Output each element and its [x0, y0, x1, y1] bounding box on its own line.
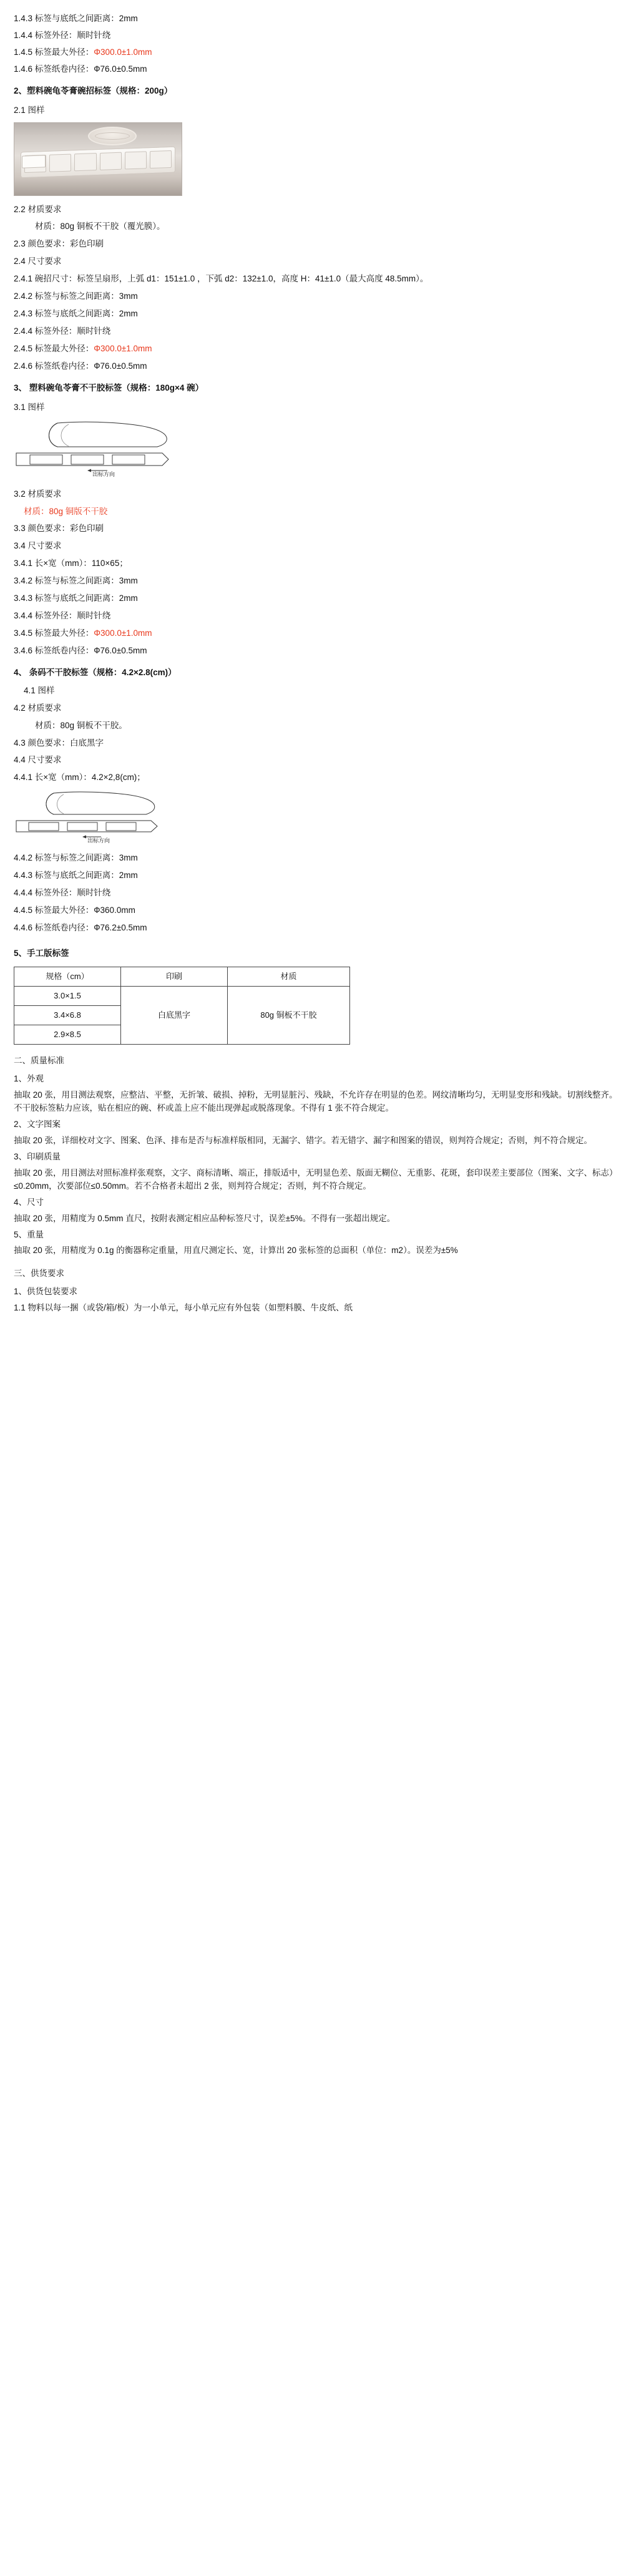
- clause-4-4-2: 4.4.2 标签与标签之间距离：3mm: [14, 853, 138, 863]
- supply-body-1: 1.1 物料以每一捆（或袋/箱/板）为一小单元，每小单元应有外包装（如塑料膜、牛皮纸、纸: [14, 1303, 353, 1313]
- section-4-title: 4、 条码不干胶标签（规格：4.2×2.8(cm)）: [14, 667, 177, 677]
- section-4-size-label: 4.4 尺寸要求: [14, 755, 62, 765]
- manual-label-table: [14, 967, 350, 1045]
- clause-3-4-1: 3.4.1 长×宽（mm）：110×65；: [14, 559, 128, 568]
- clause-1-4-5-label: 1.4.5 标签最大外径：: [14, 47, 94, 57]
- supply-head-1: 1、供货包装要求: [14, 1287, 78, 1297]
- quality-body-4: 抽取 20 张，用精度为 0.5mm 直尺，按附表测定相应品种标签尺寸，误差±5%。不得有一张超出规定。: [14, 1213, 396, 1223]
- diagram-arrow-label: 出标方向: [92, 471, 115, 477]
- clause-1-4-5: [14, 46, 625, 59]
- quality-head-5: 5、重量: [14, 1229, 44, 1239]
- clause-3-4-5-label: 3.4.5 标签最大外径：: [14, 628, 94, 638]
- clause-3-4-5-value: Φ300.0±1.0mm: [94, 628, 152, 638]
- section-2-material-text: 材质：80g 铜板不干胶（覆光膜）。: [35, 222, 165, 232]
- clause-4-4-1: 4.4.1 长×宽（mm）：4.2×2,8(cm)；: [14, 773, 145, 783]
- clause-2-4-5: [14, 343, 625, 356]
- clause-1-4-6: 1.4.6 标签纸卷内径：Ф76.0±0.5mm: [14, 64, 147, 74]
- clause-2-4-1: 2.4.1 碗招尺寸：标签呈扇形，上弧 d1：151±1.0 ，下弧 d2：132±1.0，高度 H：41±1.0（最大高度 48.5mm）。: [14, 274, 429, 284]
- quality-body-3: 抽取 20 张，用目测法对照标准样张观察，文字、商标清晰、端正，排版适中，无明显色差、版面无糊位、无重影、花斑，套印误差主要部位（图案、文字、标志）≤0.20mm，次要部位≤0.50mm。若不合格者未超出 2 张，则判符合规定；否则，判不符合规定。: [14, 1168, 618, 1191]
- section-4-material-text: 材质：80g 铜板不干胶。: [35, 720, 127, 730]
- section-2-color: 2.3 颜色要求：彩色印刷: [14, 239, 104, 249]
- section-3-figure-label: 3.1 图样: [14, 402, 45, 412]
- roll-label-diagram: [14, 421, 175, 481]
- section-2-material-label: 2.2 材质要求: [14, 204, 62, 214]
- clause-2-4-2: 2.4.2 标签与标签之间距离：3mm: [14, 291, 138, 301]
- table-header-material: 材质: [228, 967, 350, 986]
- section-3-title: 3、 塑料碗龟苓膏不干胶标签（规格：180g×4 碗）: [14, 383, 204, 393]
- section-3-material-label: 3.2 材质要求: [14, 489, 62, 499]
- small-label: [22, 155, 46, 168]
- section-5-title: 5、手工版标签: [14, 948, 69, 958]
- cell-spec-3: 2.9×8.5: [14, 1025, 121, 1045]
- clause-1-4-3: 1.4.3 标签与底纸之间距离：2mm: [14, 14, 138, 23]
- clause-3-4-2: 3.4.2 标签与标签之间距离：3mm: [14, 576, 138, 586]
- clause-2-4-4: 2.4.4 标签外径：顺时针绕: [14, 326, 111, 336]
- quality-title: 二、质量标准: [14, 1056, 64, 1066]
- clause-3-4-4: 3.4.4 标签外径：顺时针绕: [14, 611, 111, 621]
- clause-1-4-5-value: Φ300.0±1.0mm: [94, 47, 152, 57]
- cell-spec-1: 3.0×1.5: [14, 986, 121, 1005]
- section-3-color: 3.3 颜色要求：彩色印刷: [14, 524, 104, 534]
- section-2-title: 2、塑料碗龟苓膏碗招标签（规格：200g）: [14, 85, 173, 95]
- quality-head-4: 4、尺寸: [14, 1197, 44, 1207]
- section-2-figure-label: 2.1 图样: [14, 105, 45, 115]
- section-3-size-label: 3.4 尺寸要求: [14, 541, 62, 551]
- clause-4-4-4: 4.4.4 标签外径：顺时针绕: [14, 888, 111, 898]
- clause-2-4-5-label: 2.4.5 标签最大外径：: [14, 343, 94, 353]
- clause-2-4-5-value: Φ300.0±1.0mm: [94, 343, 152, 353]
- clause-4-4-6: 4.4.6 标签纸卷内径：Ф76.2±0.5mm: [14, 922, 147, 932]
- clause-3-4-6: 3.4.6 标签纸卷内径：Ф76.0±0.5mm: [14, 645, 147, 655]
- quality-body-2: 抽取 20 张，详细校对文字、图案、色泽、排布是否与标准样版相同，无漏字、错字。若无错字、漏字和图案的错误，则判符合规定；否则，判不符合规定。: [14, 1135, 593, 1145]
- table-header-print: 印刷: [121, 967, 228, 986]
- barcode-roll-diagram: [14, 791, 163, 844]
- quality-body-5: 抽取 20 张，用精度为 0.1g 的衡器称定重量，用直尺测定长、宽，计算出 20 张标签的总面积（单位：m2）。误差为±5%: [14, 1246, 458, 1256]
- clause-3-4-5: [14, 627, 625, 640]
- section-3-material-text: 材质：80g 铜版不干胶: [24, 506, 108, 516]
- bowl-label-photo: [14, 122, 182, 196]
- section-4-color: 4.3 颜色要求：白底黑字: [14, 738, 104, 748]
- cell-material: 80g 铜板不干胶: [228, 986, 350, 1044]
- table-header-spec: 规格（cm）: [14, 967, 121, 986]
- section-4-material-label: 4.2 材质要求: [14, 703, 62, 713]
- quality-head-2: 2、文字图案: [14, 1120, 61, 1129]
- section-4-figure-label: 4.1 图样: [24, 685, 55, 695]
- cell-print: 白底黑字: [121, 986, 228, 1044]
- clause-2-4-6: 2.4.6 标签纸卷内径：Ф76.0±0.5mm: [14, 361, 147, 371]
- clause-3-4-3: 3.4.3 标签与底纸之间距离：2mm: [14, 593, 138, 603]
- quality-head-3: 3、印刷质量: [14, 1151, 61, 1161]
- table-row: [14, 986, 350, 1005]
- clause-4-4-5: 4.4.5 标签最大外径：Ф360.0mm: [14, 905, 135, 915]
- table-header-row: [14, 967, 350, 986]
- bowl-shape: [88, 127, 137, 145]
- clause-4-4-3: 4.4.3 标签与底纸之间距离：2mm: [14, 871, 138, 881]
- diagram2-arrow-label: 出标方向: [87, 837, 110, 844]
- cell-spec-2: 3.4×6.8: [14, 1006, 121, 1025]
- clause-2-4-3: 2.4.3 标签与底纸之间距离：2mm: [14, 309, 138, 319]
- supply-title: 三、供货要求: [14, 1269, 64, 1279]
- clause-1-4-4: 1.4.4 标签外径：顺时针绕: [14, 30, 111, 40]
- quality-head-1: 1、外观: [14, 1074, 44, 1084]
- quality-body-1: 抽取 20 张，用目测法观察，应整洁、平整，无折皱、破损、掉粉，无明显脏污、残缺，不允许存在明显的色差。网纹清晰均匀，无明显变形和残缺。切割线整齐。不干胶标签粘力应该，贴在相应的碗、杯或盖上应不能出现弹起或脱落现象。不得有 1 张不符合规定。: [14, 1090, 618, 1113]
- section-2-size-label: 2.4 尺寸要求: [14, 256, 62, 266]
